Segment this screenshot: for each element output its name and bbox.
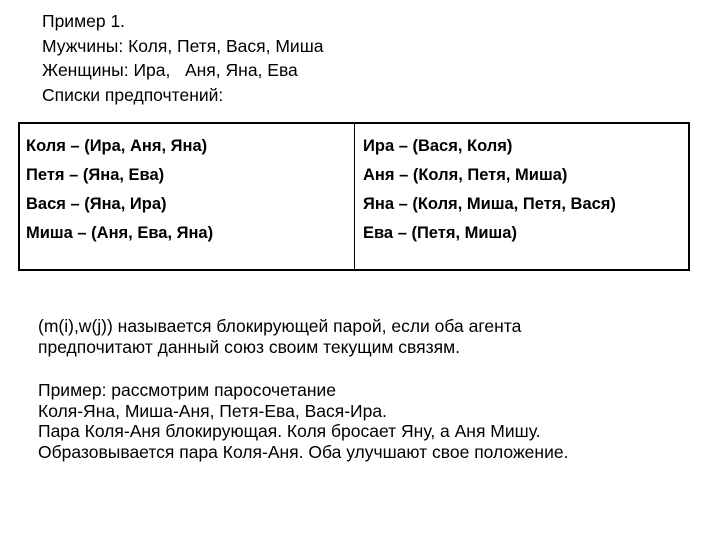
men-preferences-column <box>20 124 355 269</box>
men-preference-row: Вася – (Яна, Ира) <box>26 195 167 213</box>
example-line: Коля-Яна, Миша-Аня, Петя-Ева, Вася-Ира. <box>38 400 387 421</box>
men-list: Мужчины: Коля, Петя, Вася, Миша <box>42 35 324 56</box>
example-line: Образовывается пара Коля-Аня. Оба улучшают свое положение. <box>38 441 569 462</box>
example-line: Пример: рассмотрим паросочетание <box>38 380 337 400</box>
men-preference-row: Петя – (Яна, Ева) <box>26 166 165 184</box>
example-line: Пара Коля-Аня блокирующая. Коля бросает Яну, а Аня Мишу. <box>38 421 541 441</box>
men-preference-row: Коля – (Ира, Аня, Яна) <box>26 137 208 155</box>
definition-line: (m(i),w(j)) называется блокирующей парой, если оба агента <box>38 316 522 336</box>
header-block <box>42 9 323 107</box>
women-preference-row: Яна – (Коля, Миша, Петя, Вася) <box>363 195 616 213</box>
women-preference-row: Ира – (Вася, Коля) <box>363 137 513 155</box>
example-title: Пример 1. <box>42 11 126 31</box>
preferences-label: Списки предпочтений: <box>42 84 224 105</box>
women-preference-row: Аня – (Коля, Петя, Миша) <box>363 166 568 184</box>
definition-line: предпочитают данный союз своим текущим связям. <box>38 336 461 357</box>
men-preference-row: Миша – (Аня, Ева, Яна) <box>26 224 214 242</box>
women-preference-row: Ева – (Петя, Миша) <box>363 224 517 242</box>
blocking-pair-definition <box>38 316 521 357</box>
women-list: Женщины: Ира, Аня, Яна, Ева <box>42 60 298 80</box>
preferences-table <box>18 122 690 271</box>
matching-example <box>38 380 568 462</box>
women-preferences-column <box>355 124 688 269</box>
